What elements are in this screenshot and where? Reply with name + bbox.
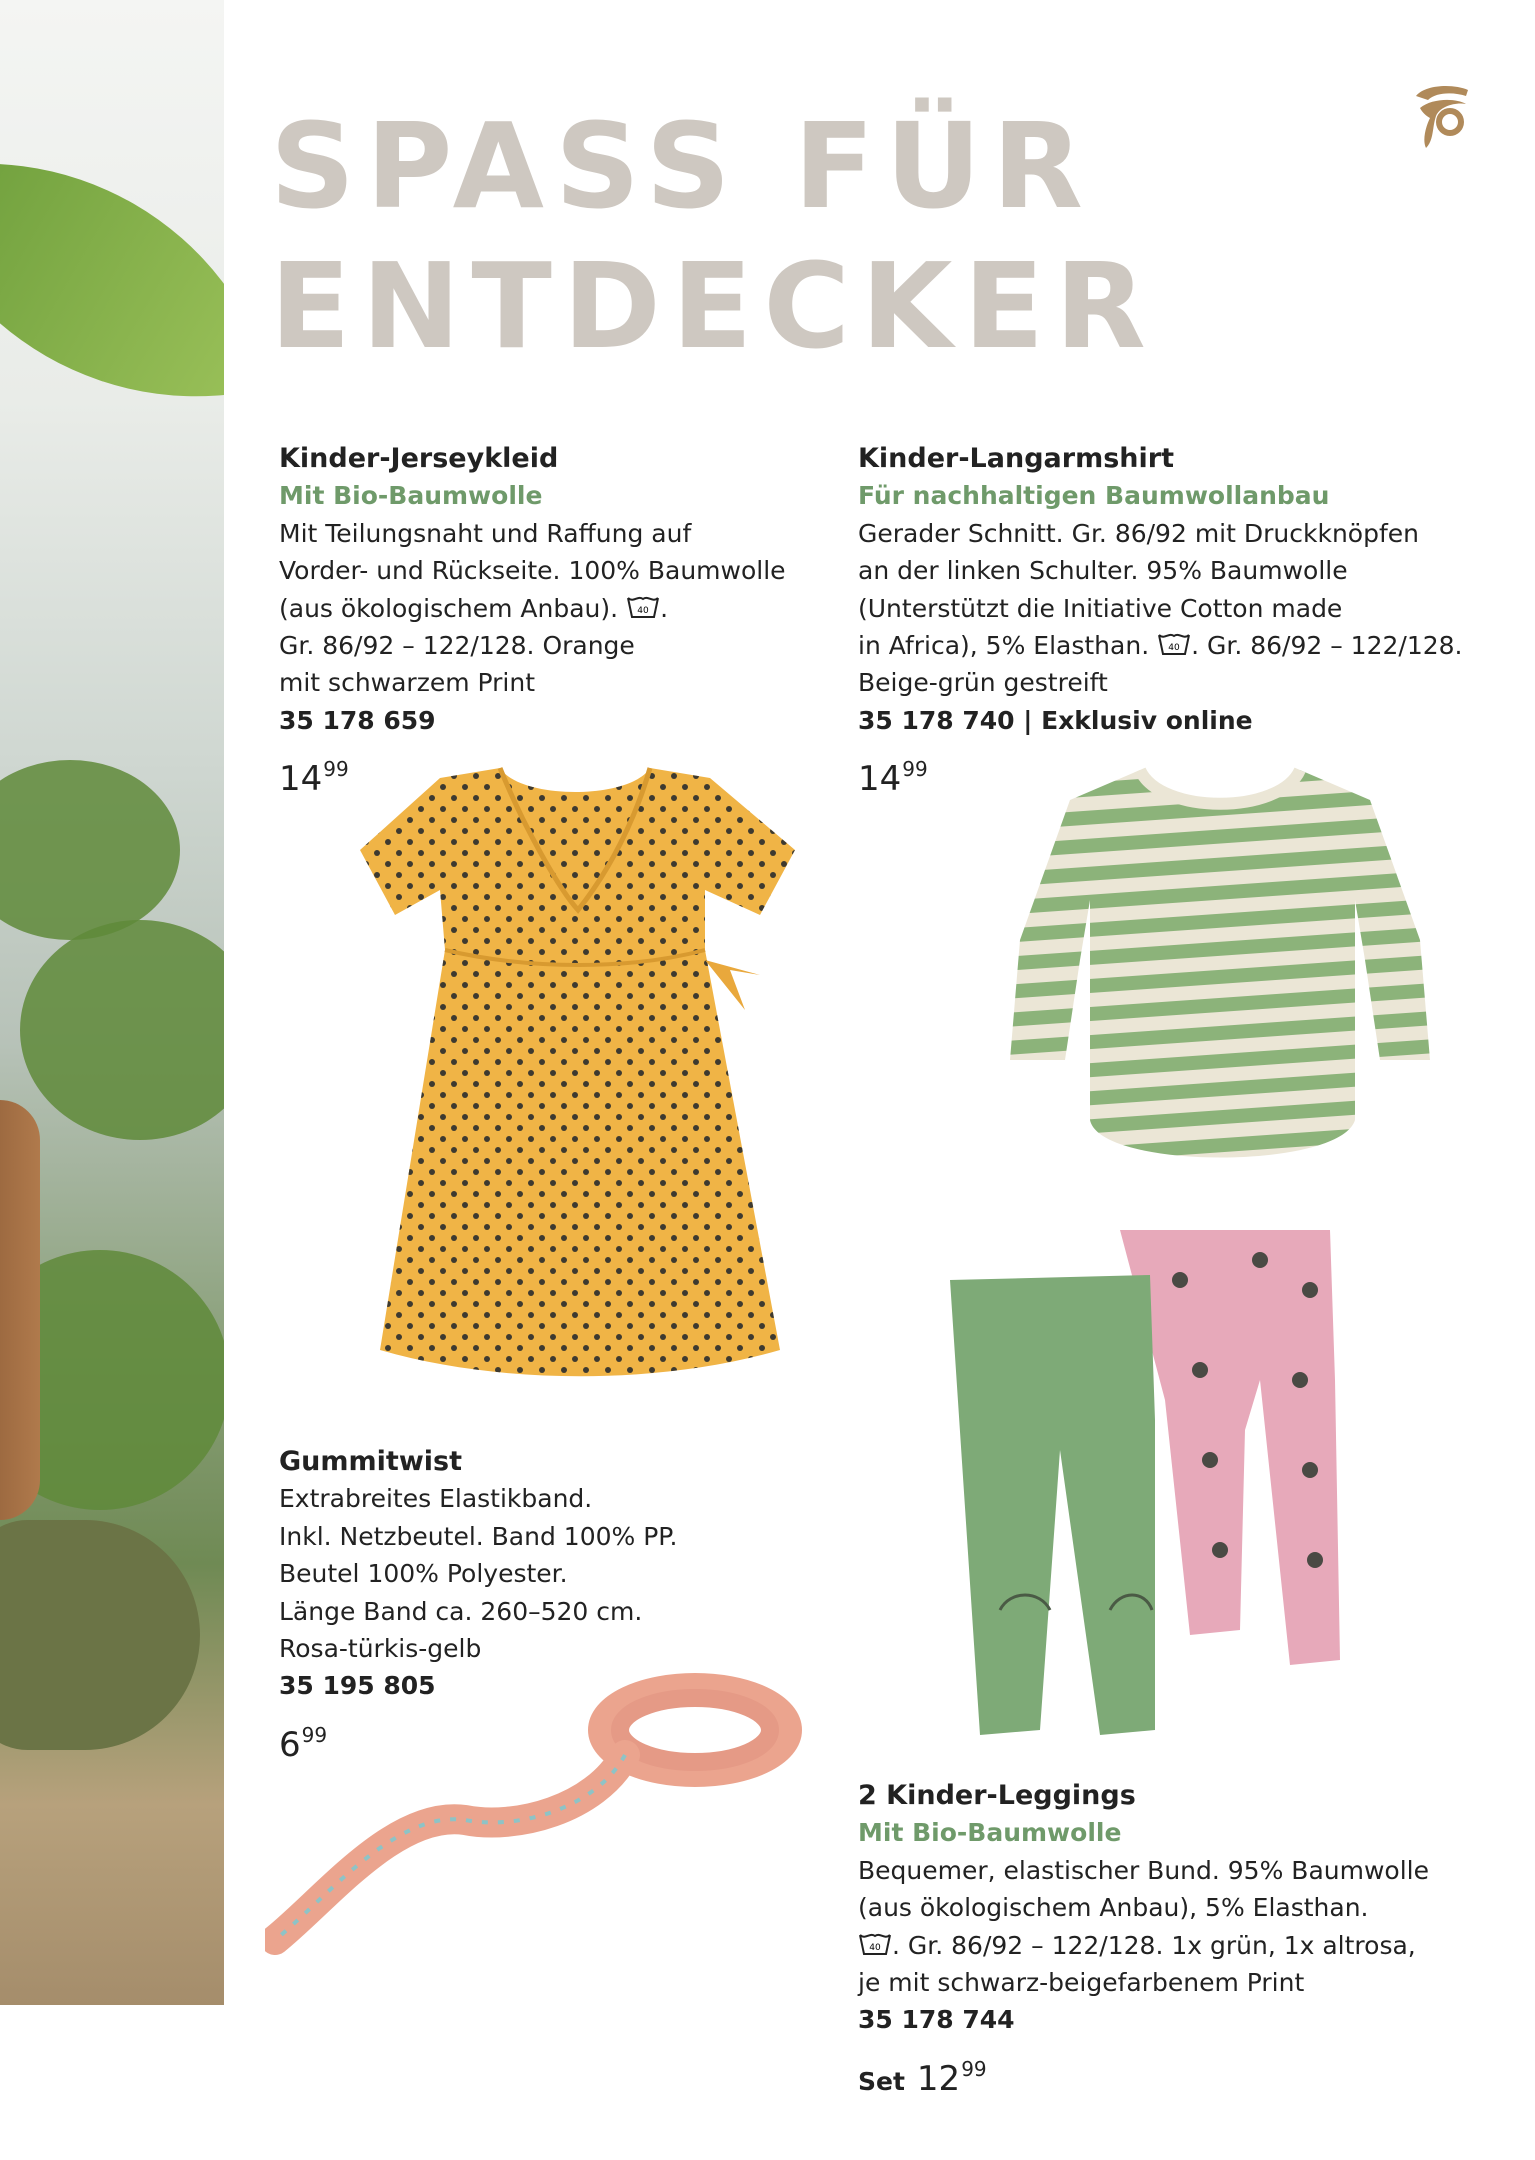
article-number: 35 178 744	[858, 2005, 1015, 2035]
product-desc-line: an der linken Schulter. 95% Baumwolle	[858, 556, 1348, 586]
product-subtitle: Für nachhaltigen Baumwollanbau	[858, 481, 1330, 511]
product-desc-line	[858, 627, 1462, 664]
product-desc-line: (aus ökologischem Anbau). 40 .	[279, 593, 669, 623]
product-title: Kinder-Langarmshirt	[858, 443, 1174, 474]
price	[858, 2049, 1429, 2102]
price-prefix: Set	[858, 2066, 905, 2096]
article-number: 35 178 659	[279, 705, 436, 735]
svg-text:40: 40	[869, 1942, 881, 1953]
product-desc-line: Mit Teilungsnaht und Raffung auf	[279, 518, 692, 548]
lifestyle-photo	[0, 0, 224, 2005]
headline-line-2: ENTDECKER	[270, 237, 1157, 375]
product-subtitle: Mit Bio-Baumwolle	[858, 1818, 1122, 1848]
product-desc-line: Länge Band ca. 260–520 cm.	[279, 1596, 643, 1626]
striped-shirt-image	[1010, 760, 1430, 1180]
price-cents: 99	[301, 1722, 328, 1747]
wash-40-icon	[858, 1931, 892, 1957]
product-desc-line: Beige-grün gestreift	[858, 668, 1108, 698]
leggings-image	[940, 1220, 1360, 1750]
product-desc-line: (Unterstützt die Initiative Cotton made	[858, 593, 1343, 623]
product-leggings	[858, 1777, 1429, 2102]
price-cents: 99	[902, 757, 928, 782]
elastic-band-image	[265, 1650, 805, 1970]
product-desc-text: (aus ökologischem Anbau).	[279, 593, 619, 623]
foliage-shape	[0, 760, 180, 940]
product-desc-line: Gr. 86/92 – 122/128. Orange	[279, 631, 635, 661]
product-desc-line: Beutel 100% Polyester.	[279, 1559, 568, 1589]
product-desc-text: . Gr. 86/92 – 122/128. 1x grün, 1x altrosa,	[892, 1930, 1416, 1960]
product-title: Gummitwist	[279, 1446, 462, 1477]
price-main: 14	[279, 759, 323, 800]
product-desc-line: mit schwarzem Print	[279, 668, 536, 698]
article-number: 35 195 805	[279, 1671, 436, 1701]
price-main: 6	[279, 1724, 301, 1765]
price-cents: 99	[323, 757, 349, 782]
product-desc-line: je mit schwarz-beigefarbenem Print	[858, 1968, 1305, 1998]
product-desc-line: Gerader Schnitt. Gr. 86/92 mit Druckknöpfen	[858, 518, 1419, 548]
product-desc-line: Vorder- und Rückseite. 100% Baumwolle	[279, 556, 786, 586]
article-number: 35 178 740 | Exklusiv online	[858, 705, 1253, 735]
product-jerseykleid	[279, 440, 786, 799]
product-langarmshirt	[858, 440, 1462, 799]
clog-shoe-shape	[0, 1520, 200, 1750]
price-main: 12	[916, 2058, 961, 2099]
product-desc-text: . Gr. 86/92 – 122/128.	[1191, 631, 1463, 661]
product-desc-text: in Africa), 5% Elasthan.	[858, 631, 1150, 661]
price-main: 14	[858, 759, 902, 800]
svg-text:40: 40	[637, 605, 649, 616]
svg-text:40: 40	[1168, 643, 1180, 654]
banana-leaf-shape	[0, 96, 224, 463]
product-title: 2 Kinder-Leggings	[858, 1780, 1136, 1811]
product-desc-line	[858, 1927, 1429, 1964]
child-leg-shape	[0, 1100, 40, 1520]
page-headline	[270, 96, 1157, 376]
wash-40-icon	[626, 594, 660, 620]
tchibo-logo-icon	[1410, 82, 1474, 152]
foliage-shape	[20, 920, 224, 1140]
product-desc-line: Rosa-türkis-gelb	[279, 1634, 482, 1664]
product-desc-line: (aus ökologischem Anbau), 5% Elasthan.	[858, 1893, 1369, 1923]
product-subtitle: Mit Bio-Baumwolle	[279, 481, 543, 511]
headline-line-1: SPASS FÜR	[270, 97, 1094, 235]
wash-40-icon	[1157, 631, 1191, 657]
product-desc-line: Extrabreites Elastikband.	[279, 1484, 593, 1514]
product-desc-line: Inkl. Netzbeutel. Band 100% PP.	[279, 1521, 678, 1551]
product-title: Kinder-Jerseykleid	[279, 443, 559, 474]
price-cents: 99	[961, 2056, 987, 2081]
product-desc-line: Bequemer, elastischer Bund. 95% Baumwolle	[858, 1855, 1429, 1885]
orange-dress-image	[350, 760, 810, 1390]
